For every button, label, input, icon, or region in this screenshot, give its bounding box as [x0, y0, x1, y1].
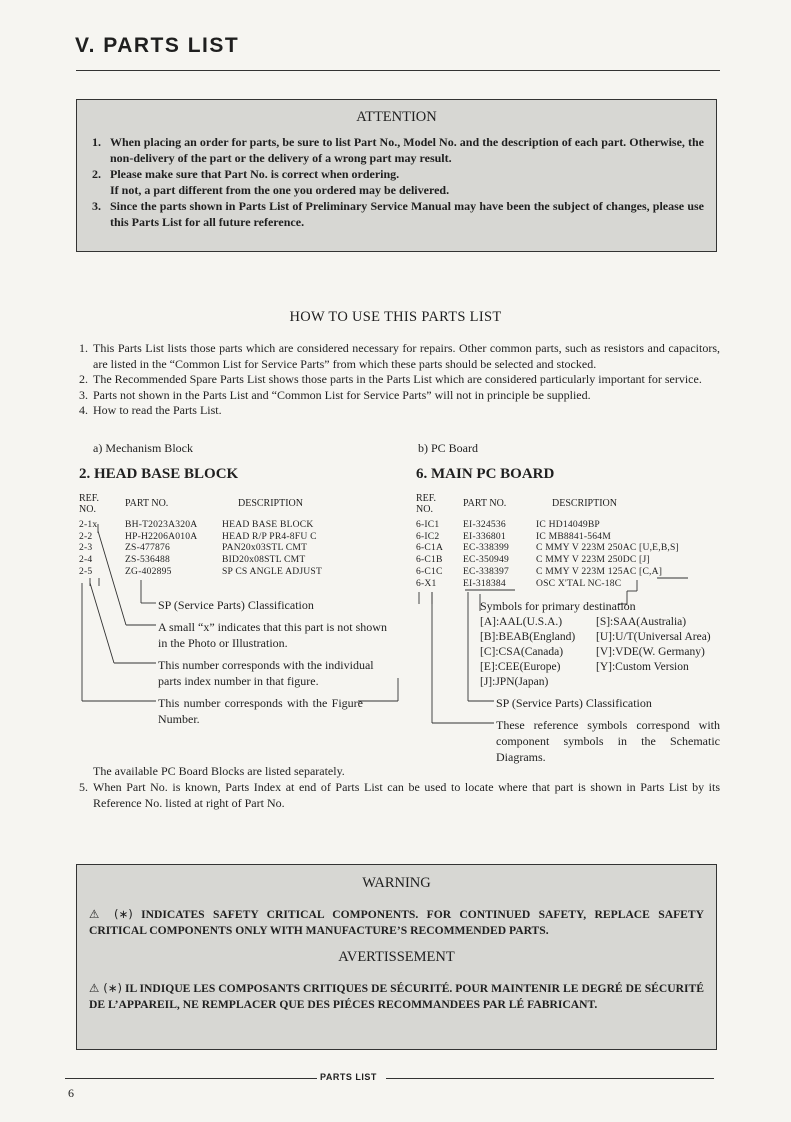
leader-line	[90, 583, 114, 663]
pc-board-label: b) PC Board	[418, 441, 478, 455]
warning-body-fr: IL INDIQUE LES COMPOSANTS CRITIQUES DE SÉCURITÉ. POUR MAINTENIR LE DEGRÉ DE SÉCURITÉ DE L’APPAREIL, NE REMPLACER QUE DES PIÉCES RECOMMANDEES PAR LÉ FABRICANT.	[89, 982, 704, 1011]
table-cell-part: ZS-477876	[125, 542, 170, 554]
table-cell-desc: BID20x08STL CMT	[222, 554, 306, 566]
howto-item	[79, 780, 720, 811]
table-cell-part: ZG-402895	[125, 565, 172, 577]
table-cell-ref: 6-X1	[416, 577, 437, 589]
table-cell-part: EC-338399	[463, 542, 510, 554]
howto-item-number: 2.	[79, 372, 88, 386]
howto-item-number: 1.	[79, 341, 88, 355]
howto-item-number: 5.	[79, 780, 88, 794]
attention-item-text: If not, a part different from the one you ordered may be delivered.	[110, 183, 450, 197]
warning-box	[76, 864, 717, 1050]
symbols-heading: Symbols for primary destination	[480, 599, 636, 613]
table-cell-desc: C MMY V 223M 250AC [U,E,B,S]	[536, 542, 679, 554]
destination-code: [S]:SAA(Australia)	[596, 616, 687, 628]
warning-text	[89, 906, 704, 939]
destination-code: [U]:U/T(Universal Area)	[596, 631, 711, 643]
table-cell-ref: 2-3	[79, 542, 93, 554]
table-cell-ref: 2-1x	[79, 519, 98, 530]
pc-blocks-note: The available PC Board Blocks are listed separately.	[93, 764, 345, 778]
table-cell-desc: IC HD14049BP	[536, 519, 600, 530]
howto-heading: HOW TO USE THIS PARTS LIST	[289, 309, 502, 325]
table-cell-desc: OSC X'TAL NC-18C	[536, 577, 622, 589]
mechanism-block-label: a) Mechanism Block	[93, 441, 193, 455]
warning-text-fr	[89, 980, 704, 1013]
footer-rule	[386, 1078, 714, 1079]
table-cell-ref: 6-IC1	[416, 519, 440, 530]
main-pc-note-sp: SP (Service Parts) Classification	[496, 696, 652, 710]
table-cell-ref: 6-C1C	[416, 565, 443, 577]
main-pc-col-part: PART NO.	[463, 498, 507, 509]
table-cell-part: ZS-536488	[125, 554, 170, 566]
head-base-note-x: A small “x” indicates that this part is not shown in the Photo or Illustration.	[158, 620, 387, 650]
table-cell-part: EI-324536	[463, 519, 506, 530]
table-cell-part: HP-H2206A010A	[125, 530, 198, 542]
head-base-col-part: PART NO.	[125, 498, 169, 509]
table-cell-desc: HEAD R/P PR4-8FU C	[222, 530, 317, 542]
head-base-col-ref: REF. NO.	[79, 493, 100, 515]
attention-item-number: 2.	[92, 167, 101, 181]
table-cell-ref: 6-C1A	[416, 542, 444, 554]
main-pc-col-ref: REF. NO.	[416, 493, 437, 515]
attention-item-number: 3.	[92, 199, 101, 213]
warning-heading-fr: AVERTISSEMENT	[338, 949, 455, 965]
attention-item-text: Please make sure that Part No. is correct when ordering.	[110, 167, 400, 181]
head-base-note-figure: This number corresponds with the Figure Number.	[158, 696, 363, 726]
warning-body: INDICATES SAFETY CRITICAL COMPONENTS. FOR CONTINUED SAFETY, REPLACE SAFETY CRITICAL COMPONENTS ONLY WITH MANUFACTURE’S RECOMMENDED PARTS.	[89, 908, 704, 937]
table-cell-desc: IC MB8841-564M	[536, 530, 612, 542]
warning-triangle-icon: ⚠ (∗)	[89, 907, 133, 921]
main-pc-note-ref: These reference symbols correspond with component symbols in the Schematic Diagrams.	[496, 718, 720, 764]
attention-item-text: When placing an order for parts, be sure to list Part No., Model No. and the description of each part. Otherwise, the non-delivery of the part or the delivery of a wrong part may result.	[110, 135, 704, 165]
destination-code: [B]:BEAB(England)	[480, 631, 576, 643]
destination-code: [J]:JPN(Japan)	[480, 676, 549, 688]
head-base-col-desc: DESCRIPTION	[238, 498, 304, 509]
table-cell-part: EI-336801	[463, 530, 506, 542]
table-cell-desc: HEAD BASE BLOCK	[222, 519, 314, 530]
table-cell-part: EI-318384	[463, 577, 506, 589]
table-cell-ref: 2-5	[79, 565, 93, 577]
destination-code: [E]:CEE(Europe)	[480, 661, 561, 673]
table-cell-part: EC-338397	[463, 565, 510, 577]
howto-item-text: This Parts List lists those parts which are considered necessary for repairs. Other common parts, such as resistors and capacitors, are listed in the “Common List for Service Parts” from which these parts should be selected and stocked.	[93, 341, 720, 371]
footer-rule	[65, 1078, 317, 1079]
attention-item-text: Since the parts shown in Parts List of Preliminary Service Manual may have been the subject of changes, please use this Parts List for all future reference.	[110, 199, 704, 229]
howto-item-number: 3.	[79, 387, 88, 402]
main-pc-col-desc: DESCRIPTION	[552, 498, 618, 509]
page-number: 6	[68, 1086, 74, 1100]
head-base-note-index: This number corresponds with the individual parts index number in that figure.	[158, 658, 374, 688]
table-cell-ref: 6-IC2	[416, 530, 440, 542]
attention-heading: ATTENTION	[356, 109, 437, 125]
table-cell-desc: PAN20x03STL CMT	[222, 542, 308, 554]
table-cell-desc: C MMY V 223M 125AC [C,A]	[536, 565, 663, 577]
warning-triangle-icon: ⚠ (∗)	[89, 981, 122, 995]
leader-line	[98, 531, 126, 625]
howto-item-text: When Part No. is known, Parts Index at end of Parts List can be used to locate where that part is shown in Parts List by its Reference No. listed at right of Part No.	[93, 780, 720, 810]
destination-code: [V]:VDE(W. Germany)	[596, 646, 705, 658]
table-cell-ref: 2-2	[79, 530, 93, 542]
destination-code: [Y]:Custom Version	[596, 661, 689, 673]
table-cell-part: BH-T2023A320A	[125, 519, 198, 530]
warning-heading: WARNING	[362, 875, 431, 891]
howto-item-text: Parts not shown in the Parts List and “Common List for Service Parts” will not in principle be supplied.	[93, 387, 591, 402]
destination-code: [A]:AAL(U.S.A.)	[480, 616, 563, 628]
table-cell-ref: 6-C1B	[416, 554, 443, 566]
head-base-title: 2. HEAD BASE BLOCK	[79, 466, 239, 482]
table-cell-desc: SP CS ANGLE ADJUST	[222, 565, 323, 577]
table-cell-ref: 2-4	[79, 554, 93, 566]
footer-label: PARTS LIST	[320, 1072, 377, 1082]
page-title: V. PARTS LIST	[75, 34, 240, 57]
table-cell-desc: C MMY V 223M 250DC [J]	[536, 554, 650, 566]
howto-item-text: The Recommended Spare Parts List shows those parts in the Parts List which are considered particularly important for service.	[93, 372, 702, 386]
destination-code: [C]:CSA(Canada)	[480, 646, 564, 658]
howto-item-text: How to read the Parts List.	[93, 403, 222, 417]
attention-item-number: 1.	[92, 135, 101, 149]
head-base-note-sp: SP (Service Parts) Classification	[158, 598, 314, 612]
main-pc-title: 6. MAIN PC BOARD	[416, 466, 555, 482]
howto-item-number: 4.	[79, 403, 88, 417]
table-cell-part: EC-350949	[463, 554, 510, 566]
howto-list-item5	[79, 780, 720, 811]
